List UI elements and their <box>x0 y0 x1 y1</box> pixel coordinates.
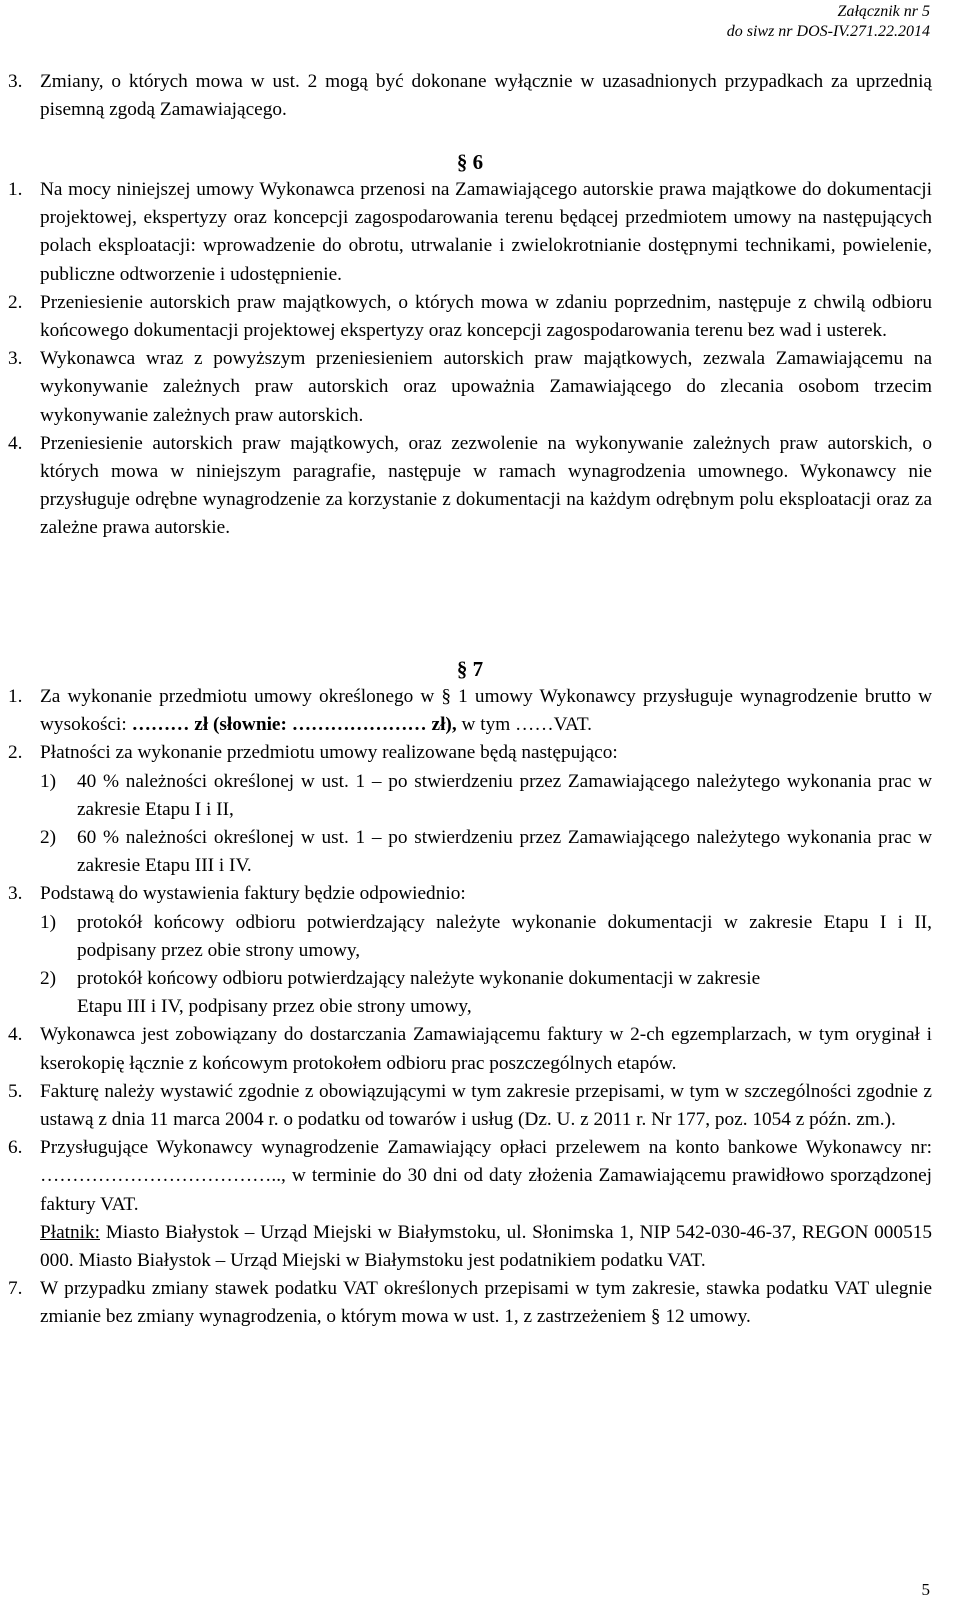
item-number: 6. <box>8 1137 23 1159</box>
item-text: Za wykonanie przedmiotu umowy określonego w § 1 umowy Wykonawcy przysługuje wynagrodzenie brutto w wysokości: <box>40 686 932 736</box>
page-number: 5 <box>921 1580 930 1599</box>
paragraph <box>8 345 932 430</box>
item-text: Na mocy niniejszej umowy Wykonawca przenosi na Zamawiającego autorskie prawa majątkowe do dokumentacji projektowej, ekspertyzy oraz koncepcji zagospodarowania terenu będącej przedmiotem umowy na następujących polach eksploatacji: wprowadzenie do obrotu, utrwalanie i zwielokrotnianie dostępnymi technikami, powielenie, publiczne odtworzenie i udostępnienie. <box>40 179 932 285</box>
item-text: w tym ……VAT. <box>456 714 593 736</box>
paragraph <box>8 1078 932 1134</box>
attachment-label: Załącznik nr 5 <box>837 3 930 20</box>
item-text: Przysługujące Wykonawcy wynagrodzenie Zamawiający opłaci przelewem na konto bankowe Wykonawcy nr: ……………………………….., w terminie do 30 dni od daty złożenia Zamawiającemu prawidłowo sporządzonej faktury VAT. <box>40 1137 932 1215</box>
sub-item-continuation <box>8 993 932 1021</box>
sub-item-number: 2) <box>40 968 57 990</box>
item-text: Fakturę należy wystawić zgodnie z obowiązującymi w tym zakresie przepisami, w tym w szczególności zgodnie z ustawą z dnia 11 marca 2004 r. o podatku od towarów i usług (Dz. U. z 2011 r. Nr 177, poz. 1054 z późn. zm.). <box>40 1080 932 1131</box>
section-heading: § 6 <box>456 150 484 174</box>
siwz-reference: do siwz nr DOS-IV.271.22.2014 <box>726 23 930 40</box>
item-number: 1. <box>8 179 23 200</box>
amount-placeholder: ……… zł (słownie: ………………… zł), <box>131 714 457 736</box>
paragraph <box>8 1275 932 1331</box>
item-number: 2. <box>8 742 23 764</box>
sub-item <box>8 824 932 880</box>
item-text: Wykonawca wraz z powyższym przeniesieniem autorskich praw majątkowych, zezwala Zamawiającemu na wykonywanie zależnych praw autorskich oraz upoważnia Zamawiającego do zlecania osobom trzecim wykonywanie zależnych praw autorskich. <box>40 348 932 426</box>
paragraph <box>8 176 932 289</box>
item-text: W przypadku zmiany stawek podatku VAT określonych przepisami w tym zakresie, stawka podatku VAT ulegnie zmianie bez zmiany wynagrodzenia, o którym mowa w ust. 1, z zastrzeżeniem § 12 umowy. <box>40 1278 932 1328</box>
item-text: Przeniesienie autorskich praw majątkowych, o których mowa w zdaniu poprzednim, następuje z chwilą odbioru końcowego dokumentacji projektowej ekspertyzy oraz koncepcji zagospodarowania terenu bez wad i usterek. <box>40 291 932 342</box>
paragraph <box>8 289 932 345</box>
sub-item-text: Etapu III i IV, podpisany przez obie strony umowy, <box>77 996 472 1018</box>
sub-item-text: protokół końcowy odbioru potwierdzający należyte wykonanie dokumentacji w zakresie Etapu I i II, podpisany przez obie strony umowy, <box>77 911 932 961</box>
item-text: Wykonawca jest zobowiązany do dostarczania Zamawiającemu faktury w 2-ch egzemplarzach, w tym oryginał i kserokopię łącznie z końcowym protokołem odbioru prac poszczególnych etapów. <box>40 1024 932 1074</box>
section-heading: § 7 <box>456 657 484 681</box>
sub-item-text: 40 % należności określonej w ust. 1 – po stwierdzeniu przez Zamawiającego należytego wykonania prac w zakresie Etapu I i II, <box>77 770 932 820</box>
item-text: Zmiany, o których mowa w ust. 2 mogą być dokonane wyłącznie w uzasadnionych przypadkach za uprzednią pisemną zgodą Zamawiającego. <box>40 71 932 121</box>
sub-item-number: 1) <box>40 911 57 933</box>
sub-item <box>8 768 932 824</box>
item-text: Podstawą do wystawienia faktury będzie odpowiednio: <box>40 883 466 905</box>
payer-paragraph <box>8 1219 932 1275</box>
paragraph <box>8 739 932 767</box>
sub-item <box>8 965 932 993</box>
section-7 <box>8 655 932 1332</box>
sub-item <box>8 909 932 965</box>
item-number: 1. <box>8 686 23 707</box>
item-text: Przeniesienie autorskich praw majątkowych, oraz zezwolenie na wykonywanie zależnych praw autorskich, o których mowa w niniejszym paragrafie, następuje w ramach wynagrodzenia umownego. Wykonawcy nie przysługuje odrębne wynagrodzenie za korzystanie z dokumentacji na każdym odrębnym polu eksploatacji oraz za zależne prawa autorskie. <box>40 432 932 539</box>
item-number: 3. <box>8 348 23 370</box>
item-number: 4. <box>8 1024 23 1046</box>
sub-item-text: protokół końcowy odbioru potwierdzający należyte wykonanie dokumentacji w zakresie <box>77 968 761 990</box>
sub-item-text: 60 % należności określonej w ust. 1 – po stwierdzeniu przez Zamawiającego należytego wykonania prac w zakresie Etapu III i IV. <box>77 827 932 877</box>
item-number: 2. <box>8 291 23 313</box>
payer-label: Płatnik: <box>40 1221 100 1243</box>
payer-text: Miasto Białystok – Urząd Miejski w Białymstoku, ul. Słonimska 1, NIP 542-030-46-37, REGON 000515 000. Miasto Białystok – Urząd Miejski w Białymstoku jest podatnikiem podatku VAT. <box>40 1221 932 1272</box>
item-number: 7. <box>8 1278 23 1300</box>
item-number: 3. <box>8 883 23 905</box>
intro-block <box>8 68 932 124</box>
paragraph <box>8 68 932 124</box>
sub-item-number: 1) <box>40 770 57 792</box>
item-text: Płatności za wykonanie przedmiotu umowy realizowane będą następująco: <box>40 742 618 764</box>
item-number: 4. <box>8 432 23 454</box>
item-number: 3. <box>8 71 23 92</box>
page-header <box>727 2 930 42</box>
paragraph <box>8 1134 932 1219</box>
paragraph <box>8 430 932 543</box>
paragraph <box>8 880 932 908</box>
section-6 <box>8 148 932 543</box>
paragraph <box>8 1021 932 1077</box>
paragraph <box>8 683 932 739</box>
sub-item-number: 2) <box>40 827 57 849</box>
item-number: 5. <box>8 1080 23 1102</box>
